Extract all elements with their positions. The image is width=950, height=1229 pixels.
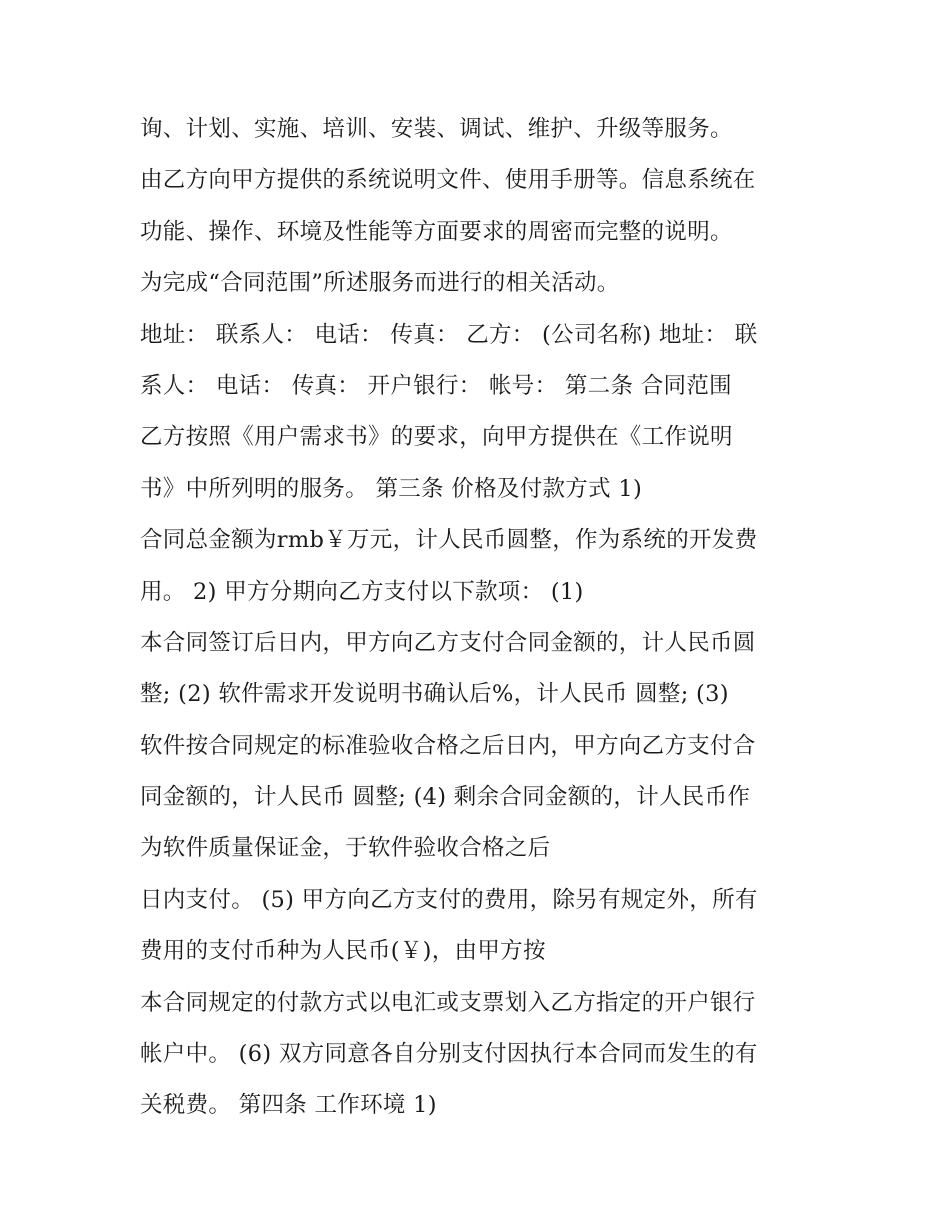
text-line: 日内支付。 (5) 甲方向乙方支付的费用，除另有规定外，所有 bbox=[140, 886, 758, 913]
text-line: 同金额的，计人民币 圆整; (4) 剩余合同金额的，计人民币作 bbox=[140, 784, 751, 811]
text-line: 功能、操作、环境及性能等方面要求的周密而完整的说明。 bbox=[140, 218, 733, 245]
text-line: 由乙方向甲方提供的系统说明文件、使用手册等。信息系统在 bbox=[140, 167, 756, 194]
text-line: 软件按合同规定的标准验收合格之后日内，甲方向乙方支付合 bbox=[140, 732, 756, 759]
text-line: 整; (2) 软件需求开发说明书确认后%，计人民币 圆整; (3) bbox=[140, 681, 729, 708]
contract-text-body bbox=[140, 104, 820, 1132]
text-line: 为完成“合同范围”所述服务而进行的相关活动。 bbox=[140, 270, 620, 297]
text-line: 为软件质量保证金，于软件验收合格之后 bbox=[140, 835, 551, 862]
text-line: 费用的支付币种为人民币(￥)，由甲方按 bbox=[140, 938, 546, 965]
text-line: 本合同签订后日内，甲方向乙方支付合同金额的，计人民币圆 bbox=[140, 629, 756, 656]
text-line: 书》中所列明的服务。 第三条 价格及付款方式 1) bbox=[140, 475, 643, 502]
text-line: 乙方按照《用户需求书》的要求，向甲方提供在《工作说明 bbox=[140, 424, 733, 451]
text-line: 用。 2) 甲方分期向乙方支付以下款项： (1) bbox=[140, 578, 584, 605]
text-line: 地址： 联系人： 电话： 传真： 乙方： (公司名称) 地址： 联 bbox=[140, 321, 758, 348]
text-line: 询、计划、实施、培训、安装、调试、维护、升级等服务。 bbox=[140, 116, 733, 142]
text-line: 系人： 电话： 传真： 开户银行： 帐号： 第二条 合同范围 bbox=[140, 372, 732, 399]
text-line: 关税费。 第四条 工作环境 1) bbox=[140, 1092, 437, 1119]
text-line: 帐户中。 (6) 双方同意各自分别支付因执行本合同而发生的有 bbox=[140, 1041, 758, 1068]
text-line: 本合同规定的付款方式以电汇或支票划入乙方指定的开户银行 bbox=[140, 989, 756, 1016]
text-line: 合同总金额为rmb￥万元，计人民币圆整，作为系统的开发费 bbox=[140, 527, 758, 554]
